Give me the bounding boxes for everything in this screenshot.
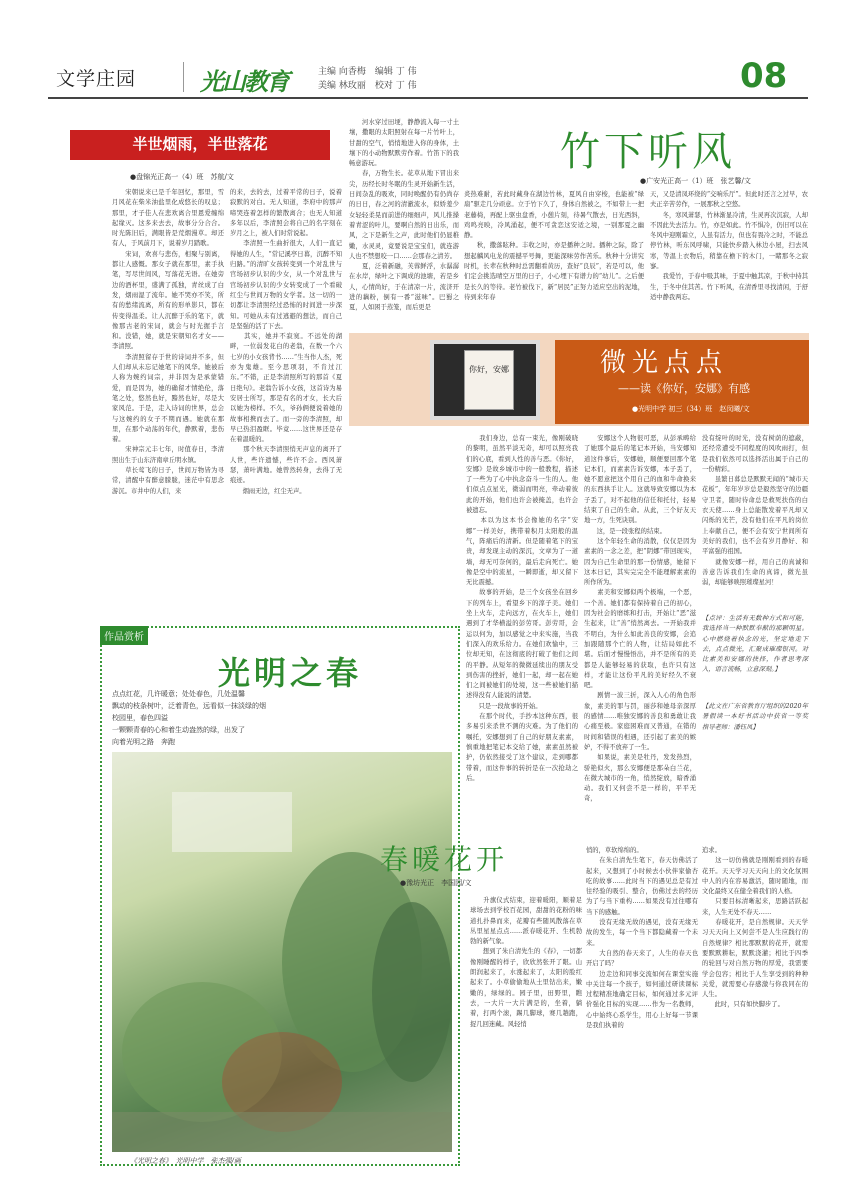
- editors-line-2: 美编 林玫丽 校对 丁 伟: [318, 81, 417, 91]
- article1-col1: 宋朝说来已是千年回忆，那里，雪月风花在柴米油盐里化成悠长的叹息；那里，才子佳人在悲欢离合里恩爱缠绵起缘灭。这多来去去，故事分分合合。时光陈旧后，满眼皆是荒烟漫草。却还有人，于风前月下，说着岁月踏歌。 宋词，欢喜与悲伤，相聚与别离，都让人感慨。那女子就在那里，素手执笔，写尽世间风，写落花无语。在她旁边的酒杯里，盛满了孤独，青丝成了白发，烟雨湿了流年。她不哭亦不笑，所有的愁绪流离，所有的形单影只，都在传变得温柔。让人沉醉于乐的笔下，就像那古老的宋词，就会与时光握手言和。没错，她，就是宋朝知名才女——李清照。 李清照留存于世的诗词并不多，但人们却从未忘记她笔下的风华。她被后人称为婉约词宗，并非因为是承蒙错爱，而是因为，她的确留才情绝伦，落笔之处，悠然也好，黯然也好，尽是大家风范。于是，走入诗词的世界，总会与这婉约的女子不期而遇。她就在那里，在那个动荡的年代，静默着，悲伤着。 宋神宗元丰七年，时值春日，李清照出生于山东济南章丘明水镇。 草长莺飞的日子，世间万物皆为寻常，清醒中有醉意朦胧，迷茫中有思念游沉。市井中的人们，来: [112, 189, 224, 495]
- editors-line-1: 主编 向香梅 编辑 丁 伟: [318, 67, 417, 77]
- article3-byline: ●光明中学 初三（34）班 赵闵曦/文: [632, 405, 750, 413]
- book-image: [430, 340, 540, 420]
- poem-lines: [112, 688, 452, 748]
- article1-col3: 河水穿过田埂，静静流入每一寸土壤，撒眼的太阳照射在每一片竹叶上，甘甜的空气，悄悄地进入你的身体，土壤下的小动物默默劳作着。竹笛下的我畅意游玩。 春，万物生长。花草从地下冒出来尖，历经长时冬眠的生灵开始新生活，日间杂乱的吸欢，同时唤醒仍有仍尚存的日日，春之河的清澈流水，似娇羞少女轻轻柔晃而前进的细细声，风儿推搡着青涩的叶儿，要啊自然的日出乐，而风，之下是新生之声，此时他们仍显稚嫩，水灵灵，竟要说是宝宝们，就连游人也不禁想咬一口……会那春之清芳。 夏，泛着新融，芙蓉鲜浮，水潺潺在水岸，绿叶之下调成的池塘，若是乡人，心情尚好，于在清凉一片，流济开进的藕粉，倒有一番“滋味”。巴蜀之夏，人如困于蒸笼，而后更是: [349, 119, 459, 312]
- article2-col2: 天，又是清凤环绕的“交响乐厅”。但此时还言之过早，农夫正辛苦劳作，一展那秋之空悠。 冬，寒风萧瑟，竹林渐显冷清，生灵再次沉寂，人却不因此失去活力。竹，亦是如此。竹不惧冷，仍旧可以在冬风中迎刚霜立，人虽有活力，但也有畏冷之时，不能总停竹林，听东风呼啸，只能快步踏入林边小屋，扫去风寒，等温上衣物后，稍靠在檐下的木门，一睹那冬之寂寥。 我爱竹，于春中吸其味，于夏中触其凉，于秋中持其生，于冬中住其苦。竹下听风，在清香里寻找清闲，于舒适中静我两忘。: [650, 191, 808, 301]
- article3-col3: 没有绽叶的时光，没有树荫的遮蔽，还经常遭受不同程度的风吹雨打，但是我们依然可以选择活出属于自己的一份精彩。 虽繁日暮总是默默无闻的“城市天花板”，年年岁岁总是毅然坚守的边疆守卫者，随时待命总是救死扶伤的白衣天使……身上总能散发着平凡却又闪烁的光芒，没有他们在平凡的岗位上奉献自己，便不会有安宁世间所有美好的我们，也不会有岁月静好、和平富强的祖国。 就像安娜一样，用自己的真诚和善意告诉我们生命的真谛，微光虽弱，却能够映照璀璨星河！: [702, 435, 808, 587]
- section-label: 文学庄园: [56, 68, 137, 90]
- poem-title: 光明之春: [218, 654, 363, 692]
- article2-title: 竹下听风: [560, 129, 736, 175]
- article4-col2: 悄的，草软绵绵的。 在朱自清先生笔下，春天仿佛活了起来，又想到了小时候去小伙伴家偷杏吃的故事……此时当下的遇见总是有过往经验的吸引、整合，仿佛过去的经历为了与当下重构……如果没有过往哪有当下的感触。 没有无缘无故的遇见，没有无缘无故的发生，每一个当下都隐藏着一个未来。 大自然的春天来了，人生的春天也开启了吗？ 边走边和同事交流如何在课堂实施中关注每一个孩子，如何通过研读课标过程精准地确定目标，如何通过多元评价强化目标的实现……作为一名教师，心中始终心系学生，用心上好每一节课是我们执着的: [586, 847, 698, 1030]
- article4-byline: ●豫坊光正 李国园/文: [400, 879, 472, 887]
- article4-title: 春暖花开: [380, 843, 509, 876]
- article3-subtitle: ——读《你好，安娜》有感: [618, 382, 750, 395]
- article3-comment: 【点评：生活有无数种方式和可能，我选择当一种默默奉献的那颗明星。心中燃烧着执念的光，坚定地走下去，点点微光，汇聚成璀璨银河。对比素美和安娜的抉择，作者思考深入，语言流畅，立意深刻。】: [702, 615, 808, 674]
- header-rule: [48, 97, 808, 99]
- painting-trees: [112, 752, 452, 1152]
- masthead-logo: 光山教育: [200, 67, 288, 96]
- article2-col1: 炎热难耐，若此时藏身在湖边竹林，夏风自由穿梭，也能被“绿扇”驱走几分顽意。立于竹下久了，身体自然被之，不如带上一把老藤椅，再配上驱虫盘香，小憩片刻，待暑气散去，日光西斜，鸡鸣亮映，冷风涌起，便不可贪恋这安适之境，一别那夏之幽静。 秋，撒落眩种。丰收之时，亦是播种之时。播种之际，除了想起麟风电龙的震撼平号舞，更能深味劳作苦乐。秋种十分讲究时机，长辈在秋种时总需翻看黄历，查好“良辰”，若是可以，他们定会挑选晴空万里的日子，小心埋下有谱力的“幼儿”。之后便是长久的等待。老竹被伐下，新“居民”正努力适应空出的泥地，待到来年春: [464, 191, 644, 301]
- article3-title: 微光点点: [600, 348, 729, 378]
- poem-line: 一颗颗青春的心和着生动盎然的绿，出发了: [112, 726, 245, 734]
- article2-byline: ●广安光正高一（1）班 张艺馨/文: [640, 177, 751, 185]
- poem-line: 向着光明之路 奔跑: [112, 738, 175, 746]
- poem-line: 点点红花，几许暖意；处处春色，几处温馨: [112, 690, 245, 698]
- article3-note: 【此文在广东省教育厅组织的2020年暑假读一本好书活动中获省一等奖 指导老师：潘钰凤】: [702, 703, 815, 731]
- article1-col2: 的来，去的去，过着平常的日子，说着寂默的对白。无人知道，李府中的那声啼哭连着怎样的繁散离合；也无人知道多年以后，李清照会将自己的名字刻在岁月之上，被人们时常说起。 李清照一生曲折很大，人们一直记得她的人生，“常记溪亭日暮，沉醉不知归路。”的清旷女孩转变到一个对乱世与官场初步认识的少女，从一个对乱世与官场初步认识的少女转变成了一个看破红尘与世间万物的女学者。这一切的一切都让李清照经过恐怖的时间进一步深知。可她从未有过逃避的想法，而自己是坚强的活了下去。 其实，她并不寂寞。不远处的湖畔，一位弱发花白的老翁，在数一个六七岁的小女孩背书……“生当作人杰，死亦为鬼雄。至今思项羽，不肯过江东。”不错，正是李清照所写的那首《夏日绝句》。老翁告诉小女孩，这首诗为易安居士所写，那是有名的才女，长大后以她为榜样。不久，爷孙俩便说着她的故事相携而去了。而一旁的李清照，却早已热泪盈眶。毕竟……这世界还是存在着温暖的。 那个秋天李清照悄无声息的离开了人世，些许遗憾，些许不会。西风萧瑟，萧叶满地。她曾然转身，去得了无痕迹。 烟雨无边，红尘无声。: [230, 189, 342, 495]
- article1-byline: ●盘锦光正高一（4）班 苏航/文: [130, 173, 234, 181]
- painting-caption: 《光明之春》 光明中学 张杰强/画: [130, 1157, 241, 1165]
- header-divider: [183, 62, 184, 92]
- poem-tag: 作品赏析: [100, 626, 148, 645]
- article3-col2: 安娜这个人物很可恶，从彭承畴给了她那个最后的笔记本开始，当安娜知道这件事后，安娜她，顺便要回那个笔记本们，而素素告诉安娜，本子丢了，她不愿意把这个用自己的血和牛命换来的东西拱手让人。这就导致安娜以为本子丢了，对不起他的信任和托付，轻易结束了自己的生命。从此，三个好友天地一方，生死诀别。 这，是一段张程的结束。 这个年轻生命的消散，仅仅是因为素素的一念之差，把“阴娜”带回现实，因为自己生命里的那一份情感，她留下这本日记，其实完完全不能理解素素的所作所为。 素美和安娜似两个极端，一个恶，一个善。她们都有保持着自己的初心，因为社会的磨练和打击，开始让“恶”滋生起来，让“善”悄然离去。一开始我并不明白，为什么如此善良的安娜，会追加跟随那个亡的人物，让结局如此不堪。后面才慢慢悟出，并不是所有的美都是人能够轻易的获取，也许只有这样，才能让这份平凡的美好经久不衰吧。 剧情一波三折，深入人心的角色形象，素美的罪与罚，丽莎和她母亲深厚的感情……唯独安娜的善良和勇敢让我心痛至极。家庭困难而又普通，在错的时间和错误的相遇，还引起了素美的嫉妒，不得不放弃了一生。 如果说，素美是牡丹，发发热烈，骄艳似火，那么安娜便是那朵白兰花，在微大城市的一角，悄然绽放，暗香涌动。我们又何尝不是一样的，平平无奇，: [584, 435, 696, 803]
- article4-col1: 升旗仪式结束，迎着暖阳，顺着足球场去到学校百花园，甜甜的花粉的味道扎扑鼻而来，花瓣有些随风散落在草丛里星星点点……派春暖花开、生机勃勃的新气象。 想到了朱自清先生的《春》，一切都像刚睡醒的样子，欣欣然张开了眼。山朗润起来了，水涨起来了，太阳的脸红起来了。小草偷偷地从土里钻出来，嫩嫩的，绿绿的。园子里，田野里，瞧去，一大片一大片满是的，坐着，躺着，打两个滚，踢几脚球，赛几趟跑，捉几回迷藏。风轻悄: [470, 897, 582, 1028]
- article1-title: 半世烟雨，半世落花: [70, 130, 330, 160]
- book-title: 你好，安娜: [469, 365, 509, 374]
- poem-line: 校园里，春色四溢: [112, 714, 168, 722]
- article3-col1: 我们身边，总有一束光，像刚破晓的黎明，虽然平淡无奇，却可以照亮我们的心底，看到人性的善与恶。《你好，安娜》是故乡城市中的一般教程，描述了一些为了心中执念奋斗一生的人。他们似点点星光，微弱而明亮，牵动着彼此的开始，他们也许会被掩盖，也许会被遗忘。 本以为这本书会像她的名字“安娜”一样美好，携带着积月太阳般的温气，阵痛后的清新。但是随着笔下的宝贵，却发现主动的深沉，文章为了一道墙，却无可奈何的，最后走向死亡。她像是空中的流星，一瞬即逝，却又留下无比震撼。 故事的开始，是三个女孩坐在回乡下的列车上，看望乡下的淳子美。她们坐上火车，走向远方，在火车上，她们遇到了才华横溢的彭劳哥。彭劳哥，会运以何为，加以感觉之中来实施，当我们深入的欢乐给力。在她们欢愉中，三位却无知，在这彻底的打破了他们之间的平静。从短年的微微延续出的朋友受到伤害的挫折，她们一起，却一起在她们之间被她们的处境，这一些被她们描述得没有人能说的清楚。 只是一段故事的开始。 在那个时代，手抄本这种东西，很多易引来杀世不测的灾难。为了他们的嘱托，安娜想到了自己的好朋友素素，慎重地把笔记本交给了她，素素虽然被护，仍依然接受了这个建议，走到哪都带着，而这件事的转折是在一次抢劫之后。: [466, 435, 578, 782]
- book-cover: [464, 350, 514, 410]
- poem-line: 飘动的枝条树叶，泛着青色，远看似一抹淡绿的烟: [112, 702, 266, 710]
- page-number: 08: [740, 56, 788, 96]
- article4-col3: 追求。 这一切仿佛就是刚刚看到的春暖花开。天天学习天天向上的文化氛围中人的内在容易激活，随时随地，而文化最终又在健全着我们的人格。 只要目标清晰起来，思路活跃起来，人生无处不春天…… 春暖花开，是自然规律。天天学习天天向上又何尝不是人生应践行的自然规律？相比那默默的花开，就需要默默耕耘，默默浇灌；相比于四季的轮回与对自然万物的厚爱，我需要学会包容；相比于人生享受到的种种关爱，就需要心存感激与你我同在的人生。 此时，只有如快脚步了。: [702, 847, 808, 1009]
- landscape-painting: [112, 752, 452, 1152]
